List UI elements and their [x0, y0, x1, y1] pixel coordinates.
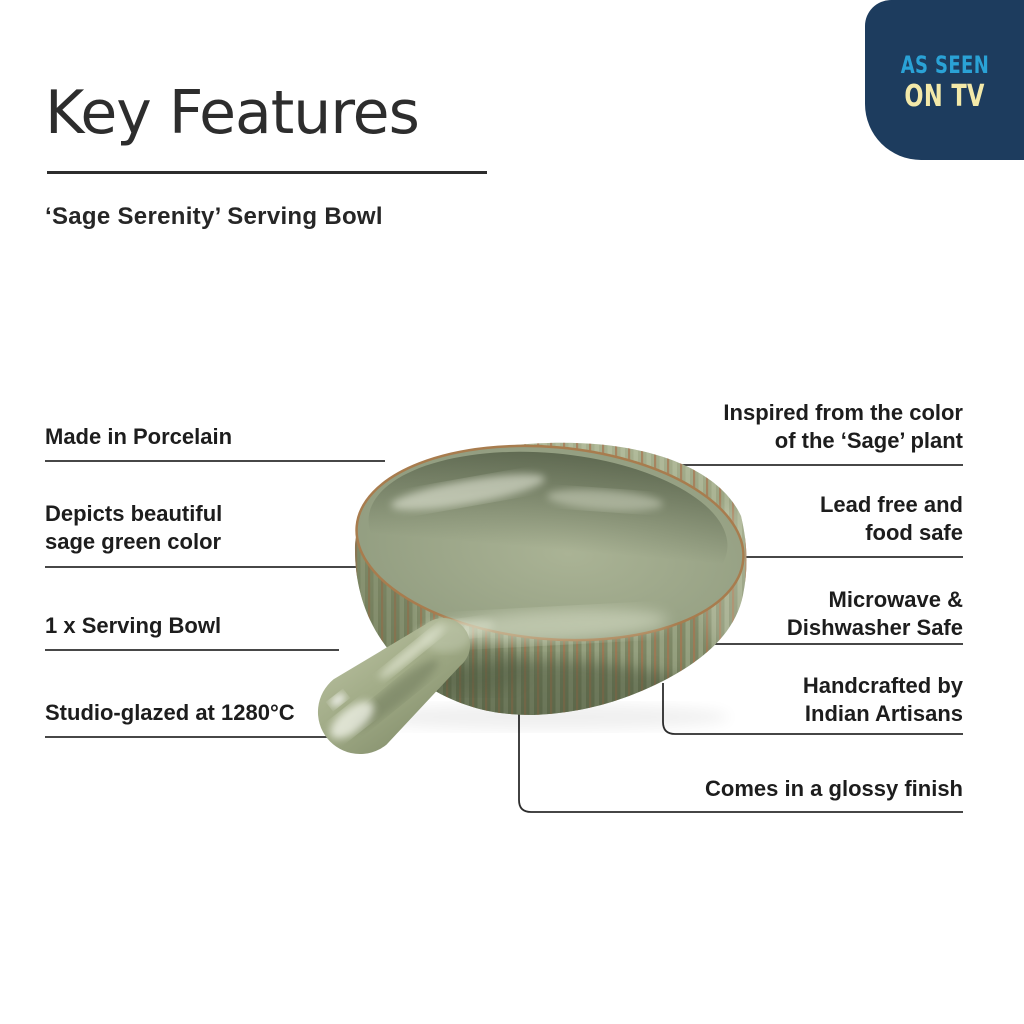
feature-studio-glazed — [45, 699, 295, 727]
product-photo-serving-bowl — [300, 430, 780, 780]
page-title: Key Features — [45, 78, 419, 148]
feature-serving-bowl-count — [45, 612, 221, 640]
feature-lead-free-food-safe — [820, 491, 963, 547]
feature-line: of the ‘Sage’ plant — [774, 428, 963, 453]
feature-line: sage green color — [45, 529, 222, 554]
product-name-subtitle: ‘Sage Serenity’ Serving Bowl — [45, 203, 383, 230]
feature-sage-green-color — [45, 500, 222, 556]
feature-made-in-porcelain — [45, 423, 232, 451]
feature-line: food safe — [865, 520, 963, 545]
feature-line: Made in Porcelain — [45, 424, 233, 449]
feature-line: Handcrafted by — [802, 673, 963, 698]
feature-line: 1 x Serving Bowl — [45, 613, 222, 638]
feature-handcrafted-indian-artisans — [803, 672, 963, 728]
feature-line: Depicts beautiful — [45, 501, 223, 526]
feature-line: Dishwasher Safe — [786, 615, 963, 640]
feature-line: Lead free and — [819, 492, 963, 517]
feature-line: Comes in a glossy finish — [705, 776, 963, 801]
feature-line: Studio-glazed at 1280°C — [45, 700, 295, 725]
feature-inspired-sage-plant — [723, 399, 963, 455]
feature-line: Indian Artisans — [804, 701, 963, 726]
feature-microwave-dishwasher-safe — [787, 586, 963, 642]
badge-on-tv-text: ON TV — [904, 78, 985, 114]
badge-as-seen-text: AS SEEN — [900, 50, 989, 79]
feature-line: Microwave & — [828, 587, 963, 612]
feature-line: Inspired from the color — [723, 400, 963, 425]
feature-glossy-finish — [705, 775, 963, 803]
